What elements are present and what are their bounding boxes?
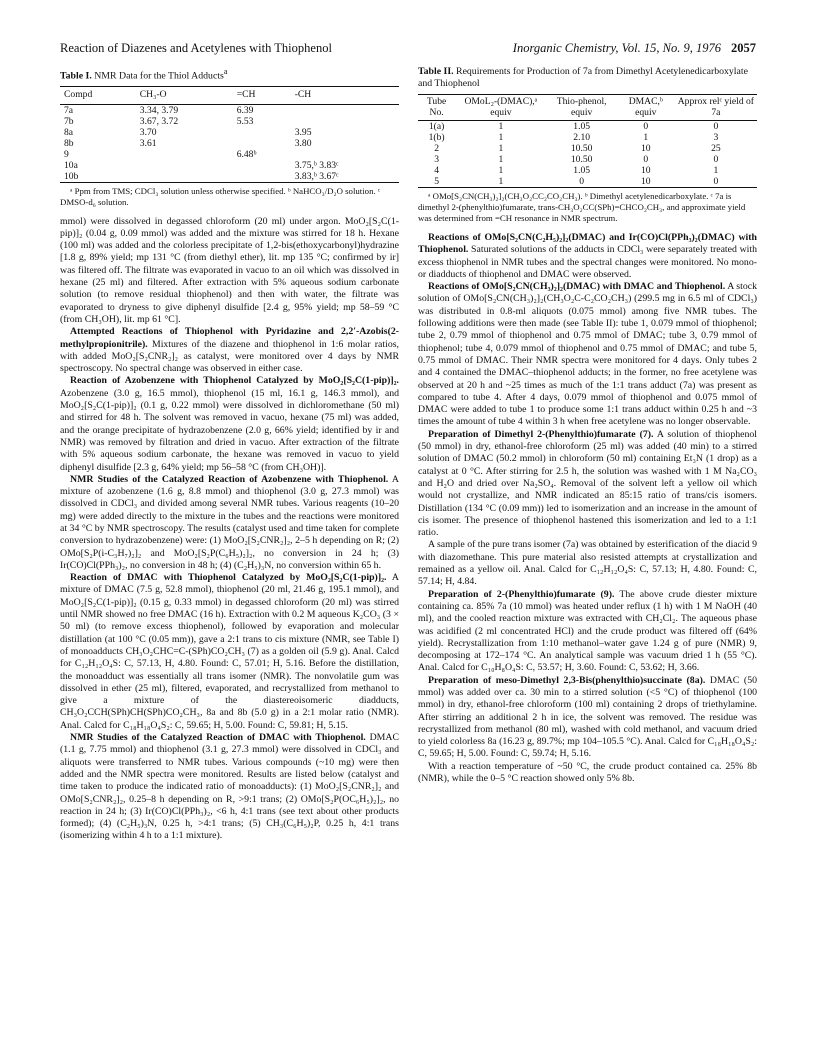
table2-col-header: Tube No. [418,95,455,121]
body-paragraph [418,589,757,675]
body-paragraph [60,474,399,572]
table1-row [60,138,399,149]
table1-cell: 3.80 [294,137,312,149]
left-body-text [60,216,399,843]
table2-row [418,132,757,143]
table1-col-header: CH₃-O [136,87,233,104]
table1-cell [233,171,291,183]
table2-row [418,165,757,176]
table1-cell: 3.67, 3.72 [139,115,179,127]
paragraph-heading: Reactions of OMo[S₂CN(CH₃)₂]₂(DMAC) with DMAC and Thiophenol. [428,281,726,293]
table2-cell: 3 [713,132,719,143]
table1-cell [136,160,233,171]
table1-row [60,127,399,138]
table2-cell: 1 [713,165,719,176]
table2-cell: 1 [498,154,504,165]
table1-col-header: -CH [291,87,399,104]
table2-row [418,176,757,188]
table1-col-header: =CH [233,87,291,104]
right-column [418,66,757,785]
table2-cell: 1(a) [428,121,445,132]
table2-cell: 2.10 [573,132,591,143]
table2-cell: 2 [434,143,439,154]
table2-cell: 0 [643,154,649,165]
table1-cell: 8a [64,126,74,138]
table2-footnote: ᵃ OMo[S₂CN(CH₃)₂]₂(CH₃O₂CC₂CO₂CH₃). ᵇ Dimethyl acetylenedicarboxylate. ᶜ 7a is dimethyl 2-(phenylthio)fumarate, trans-CH₃O₂CC(SPh)=CHCO₂CH₃, and approximate yield was determined from =CH resonance in NMR spectrum. [418,191,746,223]
table2-cell: 10.50 [570,143,593,154]
body-paragraph [60,326,399,375]
table1-cell: 3.83,ᵇ 3.67ᶜ [294,170,339,182]
page-number: 2057 [731,41,756,55]
table2-cell: 1 [498,143,504,154]
journal-citation [513,38,756,58]
body-paragraph [418,675,757,761]
table1-cell: 3.95 [294,126,312,138]
body-paragraph [60,732,399,843]
table2-col-header: DMAC,ᵇ equiv [617,95,675,121]
table2-cell: 1 [643,132,649,143]
table1-cell [291,116,399,127]
table2-cell: 1.05 [573,165,591,176]
table1-cell: 3.70 [139,126,157,138]
paragraph-text: The above crude diester mixture containing ca. 85% 7a (10 mmol) was heated under reflux (1 h) with 1 M NaOH (40 ml), and the cooled reaction mixture was extracted with CH₂Cl₂. The aqueous phase was acidified (2 ml concentrated HCl) and the crude product was filtered off (64% yield). Recrystallization from 1:10 methanol–water gave 1.24 g of pure (NMR) 9, decomposing at 172–174 °C. An analytical sample was vacuum dried 1 h (55 °C). Anal. Calcd for C₁₀H₈O₄S: C, 53.57; H, 3.60. Found: C, 53.62; H, 3.66. [418,588,757,674]
right-body-text [418,232,757,785]
table1-cell [291,149,399,160]
paragraph-text: DMAC (1.1 g, 7.75 mmol) and thiophenol (3.1 g, 27.3 mmol) were dissolved in CDCl₃ and aliquots were transferred to NMR tubes. Various compounds (~10 mg) were then added and the NMR spectra were monitored. Results are listed below (catalyst and time taken to produce the indicated ratio of monoadducts): (1) MoO₂[S₂CNR₂]₂ and OMo[S₂CNR₂]₂, 0.25–8 h depending on R, >9:1 trans; (2) OMo[S₂P(OC₆H₅)₂]₂, no reaction in 24 h; (3) Ir(CO)Cl(PPh₃)₂, <6 h, 4:1 trans (see text about other products formed); (4) (C₂H₅)₃N, 0.25 h, >4:1 trans; (5) CH₃(C₆H₅)₂P, 0.25 h, 4:1 trans (isomerizing within 4 h to a 1:1 mixture). [60,732,399,842]
paragraph-text: Mixtures of the diazene and thiophenol in 1:6 molar ratios, with added MoO₂[S₂CNR₂]₂ as catalyst, were monitored over 4 days by NMR spectroscopy. No spectral change was observed in either case. [60,338,399,375]
table2-cell: 1 [498,121,504,132]
table2-cell: 1(b) [428,132,445,143]
paragraph-text: mmol) were dissolved in degassed chloroform (20 ml) under argon. MoO₂[S₂C(1-pip)]₂ (0.04 g, 0.09 mmol) was added and the mixture was stirred for 18 h. Hexane (100 ml) was added and the colorless precipitate of 1,2-bis(ethoxycarbonyl)hydrazine [1.8 g, 89% yield; mp 131 °C (from diethyl ether), lit. mp 135 °C; confirmed by ir] was filtered off. The filtrate was evaporated in vacuo to an oil which was dissolved in hexane (25 ml) and filtered. After extraction with 5% aqueous sodium carbonate solution (to remove residual thiophenol) and then with water, the filtrate was evaporated to dryness to give diphenyl disulfide [2.4 g, 95% yield; mp 58–59 °C (from CH₃OH), lit. mp 61 °C]. [60,215,399,325]
table2-cell: 0 [713,176,719,187]
table1-cell: 5.53 [236,115,254,127]
paragraph-heading: NMR Studies of the Catalyzed Reaction of DMAC with Thiophenol. [70,732,366,744]
table1-cell [233,138,291,149]
table1-cell: 8b [64,137,74,149]
body-paragraph [60,216,399,327]
table1-title: NMR Data for the Thiol Adducts [94,70,224,82]
paragraph-heading: Preparation of meso-Dimethyl 2,3-Bis(phenylthio)succinate (8a). [428,674,706,686]
body-paragraph [418,761,757,786]
body-paragraph [418,281,757,429]
table2-cell: 4 [434,165,439,176]
table1-cell: 10a [64,159,78,171]
paragraph-text: Azobenzene (3.0 g, 16.5 mmol), thiophenol (15 ml, 16.1 g, 146.3 mmol), and MoO₂[S₂C(1-pip)]₂ (0.1 g, 0.22 mmol) were dissolved in dichloromethane (50 ml) and stirred for 48 h. The solvent was removed in vacuo, hexane (75 ml) was added, and the orange precipitate of hydrazobenzene (2.0 g, 66% yield; identified by ir and NMR) was removed by filtration and dried in vacuo. After extraction of the filtrate with 5% aqueous sodium carbonate, the hexane was removed in vacuo to yield diphenyl disulfide [2.3 g, 64% yield; mp 56–58 °C (from CH₃OH)]. [60,387,399,473]
table1-row [60,149,399,160]
table2-col-header: OMoL₂-(DMAC),ᵃ equiv [455,95,546,121]
paragraph-text: A sample of the pure trans isomer (7a) was obtained by esterification of the diacid 9 with diazomethane. This pure material also resisted attempts at crystallization and remained as a yellow oil. Anal. Calcd for C₁₂H₁₂O₄S: C, 57.13; H, 4.80. Found: C, 57.14; H, 4.84. [418,539,757,588]
table1-cell [233,160,291,171]
paragraph-heading: Reaction of Azobenzene with Thiophenol Catalyzed by MoO₂[S₂C(1-pip)]₂. [70,375,399,387]
paragraph-heading: Reaction of DMAC with Thiophenol Catalyzed by MoO₂[S₂C(1-pip)]₂. [70,572,387,584]
table1 [60,86,399,182]
table1-cell: 3.61 [139,137,157,149]
table2-label: Table II. [418,66,454,77]
table2-cell: 1 [498,132,504,143]
paragraph-text: A mixture of azobenzene (1.6 g, 8.8 mmol) and thiophenol (3.0 g, 27.3 mmol) was dissolved in CDCl₃ and divided among several NMR tubes. Various reagents (10–20 mg) were added directly to the mixture in the tubes and the reactions were monitored at 34 °C by NMR spectroscopy. The results (catalyst used and time taken for complete conversion to hydrazobenzene) were: (1) MoO₂[S₂CNR₂]₂, 2–5 h depending on R; (2) OMo[S₂P(i-C₃H₇)₂]₂ and MoO₂[S₂P(C₆H₅)₂]₂, no conversion in 24 h; (3) Ir(CO)Cl(PPh₃)₂, no conversion in 48 h; (4) (C₂H₅)₃N, no conversion within 65 h. [60,473,400,571]
table1-cell: 9 [64,148,69,160]
table2-cell: 0 [713,154,719,165]
table1-caption-sup: a [223,67,228,76]
table2-cell: 0 [579,176,585,187]
table2-title: Requirements for Production of 7a from Dimethyl Acetylenedicarboxylate and Thiophenol [418,66,748,89]
paragraph-text: A stock solution of OMo[S₂CN(CH₃)₂]₂(CH₃O₂C-C₂CO₂CH₃) (299.5 mg in 6.5 ml of CDCl₃) was distributed in 0.8-ml aliquots (0.075 mmol) among five NMR tubes. The following additions were then made (see Table II): tube 1, 0.079 mmol of thiophenol; tube 2, 0.79 mmol of thiophenol and 0.75 mmol of DMAC; tube 3, 0.79 mmol of thiophenol; tube 4, 0.079 mmol of thiophenol and 0.75 mmol of DMAC; and tube 5, 0.75 mmol of DMAC. Their NMR spectra were monitored for 4 days. Only tubes 2 and 4 contained the DMAC–thiophenol adducts; in the former, no free acetylene was observed at 20 h and ~25 times as much of the 1:1 trans adduct (7a) was present as compared to tube 4. After 4 days, 0.079 mmol of thiophenol and 0.075 mmol of DMAC were added to tube 1 to produce some 1:1 trans adduct within 0.25 h and ~3 times the amount of tube 4 within 3 h when free acetylene was no longer observable. [418,281,757,428]
table2-col-header: Approx relᶜ yield of 7a [675,95,757,121]
table1-cell [291,104,399,116]
body-paragraph [60,572,399,732]
paragraph-heading: Attempted Reactions of Thiophenol with Pyridazine and 2,2′-Azobis(2-methylpropionitrile). [60,326,399,350]
table2-cell: 10 [640,176,651,187]
left-column [60,66,399,843]
body-paragraph [418,539,757,588]
table1-row [60,160,399,171]
paragraph-heading: Preparation of Dimethyl 2-(Phenylthio)fumarate (7). [428,428,654,440]
table1-cell [136,171,233,183]
table1-cell: 10b [64,170,79,182]
table2-row [418,121,757,133]
table1-cell: 6.39 [236,104,254,116]
table1-row [60,104,399,116]
table2-cell: 10 [640,165,651,176]
table1-cell: 3.34, 3.79 [139,104,179,116]
paragraph-heading: Preparation of 2-(Phenylthio)fumarate (9). [428,588,615,600]
running-header [60,38,756,58]
table2-col-header: Thio-phenol, equiv [547,95,617,121]
body-paragraph [418,232,757,281]
running-title: Reaction of Diazenes and Acetylenes with Thiophenol [60,41,332,55]
body-paragraph [418,429,757,540]
table1-cell [136,149,233,160]
table2-row [418,154,757,165]
paragraph-text: DMAC (50 mmol) was added over ca. 30 min to a stirred solution (<5 °C) of thiophenol (100 mmol) in dry, ethanol-free chloroform (100 ml) containing 2 drops of triethylamine. After stirring an additional 2 h in ice, the solvent was removed. The residue was recrystallized from methanol (80 ml), washed with cold methanol, and vacuum dried to yield colorless 8a (16.23 g, 89.7%; mp 104–105.5 °C). Anal. Calcd for C₁₈H₁₈O₄S₂: C, 59.65; H, 5.00. Found: C, 59.74; H, 5.16. [418,674,757,760]
paragraph-heading: NMR Studies of the Catalyzed Reaction of Azobenzene with Thiophenol. [70,473,389,485]
journal-name: Inorganic Chemistry, Vol. 15, No. 9, 1976 [512,41,721,55]
table2-cell: 1 [498,176,504,187]
table2-cell: 1 [498,165,504,176]
table2-cell: 1.05 [573,121,591,132]
table2 [418,94,757,188]
table1-cell: 6.48ᵇ [236,148,257,160]
table2-cell: 25 [711,143,721,154]
paragraph-text: A solution of thiophenol (50 mmol) in dry, ethanol-free chloroform (25 ml) was added (40 min) to a stirred solution of DMAC (50.2 mmol) in chloroform (50 ml) containing Et₃N (1 drop) as a catalyst at 0 °C. After stirring for 2.5 h, the solution was washed with 1 M Na₂CO₃ and H₂O and dried over Na₂SO₄. Removal of the solvent left a yellow oil which would not crystallize, and NMR indicated an 85:15 ratio of trans/cis isomers. Distillation (134 °C (0.09 mm)) led to isomerization and an increase in the amount of cis isomer. The presence of thiophenol hastened this isomerization and led to a 1:1 ratio. [418,428,757,539]
paragraph-text: A mixture of DMAC (7.5 g, 52.8 mmol), thiophenol (20 ml, 21.46 g, 195.1 mmol), and MoO₂[S₂C(1-pip)]₂ (0.15 g, 0.33 mmol) in degassed chloroform (20 ml) was stirred until NMR showed no free DMAC (16 h). Extraction with 0.2 M aqueous K₂CO₃ (3 × 50 ml) (to remove excess thiophenol), followed by evaporation and molecular distillation (at 100 °C (0.05 mm)), gave a 2:1 trans to cis mixture (NMR, see Table I) of monoadducts CH₃O₂CHC=C-(SPh)CO₂CH₃ (7) as a golden oil (5.9 g). Anal. Calcd for C₁₂H₁₂O₄S: C, 57.13, H, 4.80. Found: C, 57.01; H, 5.16. Before the distillation, the monoadduct was essentially all trans isomer (NMR). The nonvolatile gum was dissolved in ether (25 ml), filtered, evaporated, and recrystallized from methanol to give a mixture of the diastereoisomeric diadducts, CH₃O₂CCH(SPh)CH(SPh)CO₂CH₃, 8a and 8b (5.0 g) in a 2:1 molar ratio (NMR). Anal. Calcd for C₁₈H₁₈O₄S₂: C, 59.65; H, 5.00. Found: C, 59.81; H, 5.15. [60,572,399,731]
table2-cell: 3 [434,154,439,165]
table2-row [418,143,757,154]
table2-cell: 10 [640,143,651,154]
paragraph-text: Saturated solutions of the adducts in CDCl₃ were separately treated with excess thiophenol in NMR tubes and the spectral changes were monitored. No mono- or diadducts of thiophenol and DMAC were observed. [418,244,757,280]
table1-cell: 3.75,ᵇ 3.83ᶜ [294,159,339,171]
table1-cell [233,127,291,138]
body-paragraph [60,375,399,473]
table1-row [60,116,399,127]
table1-label: Table I. [60,70,92,82]
table2-cell: 5 [434,176,439,187]
table2-cell: 10.50 [570,154,593,165]
table1-cell: 7a [64,104,74,116]
table2-cell: 0 [643,121,649,132]
table1-caption [60,66,399,82]
paragraph-text: With a reaction temperature of ~50 °C, the crude product contained ca. 25% 8b (NMR), while the 0–5 °C reaction showed only 5% 8b. [418,760,757,785]
table1-col-header: Compd [60,87,136,104]
table1-cell: 7b [64,115,74,127]
table1-footnote: ᵃ Ppm from TMS; CDCl₃ solution unless otherwise specified. ᵇ NaHCO₃/D₂O solution. ᶜ DMSO-d₆ solution. [60,185,381,207]
table1-row [60,171,399,183]
table2-caption [418,66,757,90]
table2-cell: 0 [713,121,719,132]
paragraph-heading: Reactions of OMo[S₂CN(C₂H₅)₂]₂(DMAC) and Ir(CO)Cl(PPh₃)₂(DMAC) with Thiophenol. [418,232,757,256]
